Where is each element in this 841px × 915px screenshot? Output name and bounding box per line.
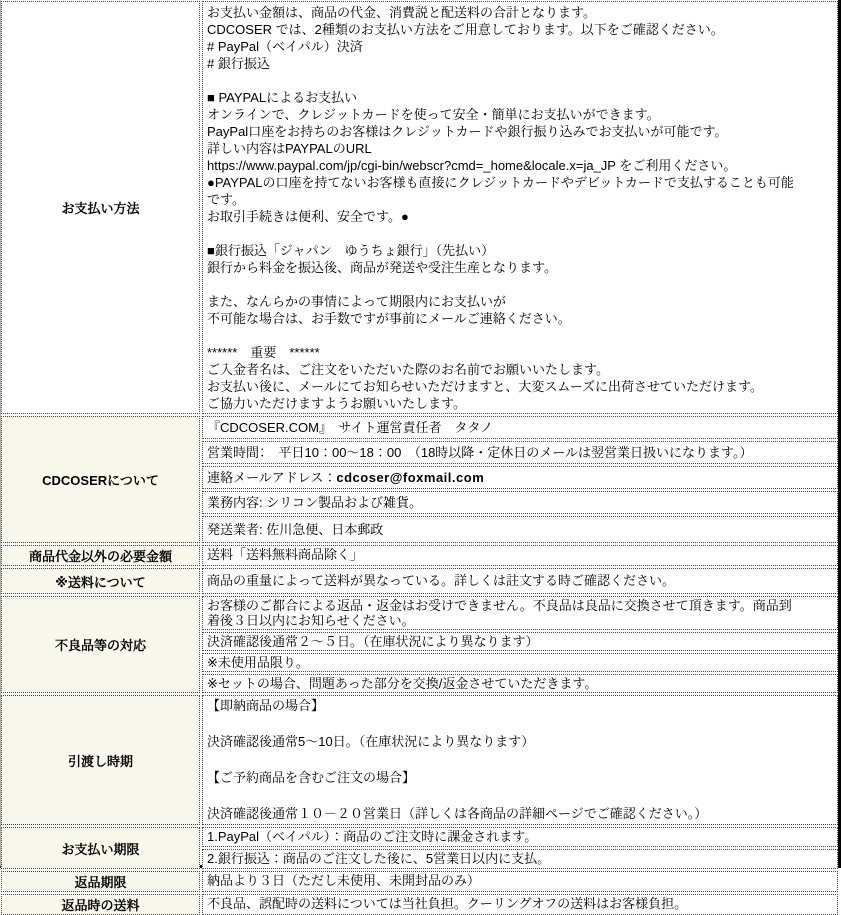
text-line <box>207 276 833 293</box>
table-row <box>1 1 838 414</box>
content-box <box>202 416 838 439</box>
text-line: ●PAYPALの口座を持てないお客様も直接にクレジットカードやデビットカードで支払することも可能 <box>207 175 794 190</box>
text-line <box>207 787 833 805</box>
text-line: 着後３日以内にお知らせください。 <box>207 613 415 628</box>
text-line <box>207 72 833 89</box>
content-box <box>202 894 838 915</box>
info-table <box>1 0 838 915</box>
text-line: オンラインで、クレジットカードを使って安全・簡単にお支払いができます。 <box>207 107 660 122</box>
text-line: ※セットの場合、問題あった部分を交換/返金させていただきます。 <box>207 676 598 691</box>
row-label: CDCOSERについて <box>1 416 200 543</box>
row-label: 返品時の送料 <box>1 894 200 915</box>
contact-email: cdcoser@foxmail.com <box>336 469 485 485</box>
text-line: 【ご予約商品を含むご注文の場合】 <box>207 770 416 785</box>
text-line: 不可能な場合は、お手数ですが事前にメールご連絡ください。 <box>207 311 571 326</box>
content-box <box>202 491 838 514</box>
text-line: 決済確認後通常２～５日。（在庫状況により異なります） <box>207 634 539 649</box>
text-line: 【即納商品の場合】 <box>207 698 325 713</box>
row-content <box>202 545 838 566</box>
text-line: 詳しい内容はPAYPALのURL <box>207 141 372 156</box>
content-box <box>202 596 838 630</box>
text-line: # PayPal（ベイパル）決済 <box>207 39 363 54</box>
text-line: 業務内容: シリコン製品および雑貨。 <box>207 494 422 510</box>
text-line: ****** 重要 ****** <box>207 345 320 360</box>
row-label: 引渡し時期 <box>1 695 200 825</box>
text-line: 決済確認後通常１０－２０営業日（詳しくは各商品の詳細ページでご確認ください。） <box>207 806 708 821</box>
row-content <box>202 695 838 825</box>
text-line: です。 <box>207 192 245 207</box>
content-box <box>202 653 838 672</box>
row-label: ※送料について <box>1 568 200 594</box>
table-row <box>1 568 838 594</box>
text-line: 営業時間： 平日10：00～18：00 （18時以降・定休日のメールは翌営業日扱いになります。） <box>207 444 753 460</box>
text-line: お支払い金額は、商品の代金、消費説と配送料の合計となります。 <box>207 5 596 20</box>
table-row <box>1 416 838 543</box>
content-box <box>202 466 838 489</box>
text-line: CDCOSER では、2種類のお支払い方法をご用意しております。以下をご確認ください。 <box>207 22 724 37</box>
text-line <box>207 225 833 242</box>
text-line: ご協力いただけますようお願いいたします。 <box>207 396 466 411</box>
content-box <box>202 516 838 543</box>
text-line: 発送業者: 佐川急便、日本郵政 <box>207 521 384 537</box>
row-content <box>202 1 838 414</box>
table-row <box>1 596 838 693</box>
text-line: 送料「送料無料商品除く」 <box>207 547 364 562</box>
text-line: ■ PAYPALによるお支払い <box>207 90 358 105</box>
text-line: PayPal口座をお持ちのお客様はクレジットカードや銀行振り込みでお支払いが可能です。 <box>207 124 728 139</box>
text-line: 2.銀行振込：商品のご注文した後に、5営業日以内に支払。 <box>207 851 551 866</box>
text-line: 1.PayPal（ベイパル）：商品のご注文時に課金されます。 <box>207 829 538 844</box>
row-content <box>202 871 838 892</box>
text-line: ご入金者名は、ご注文をいただいた際のお名前でお願いいたします。 <box>207 362 609 377</box>
content-box <box>202 674 838 693</box>
row-label: 返品期限 <box>1 871 200 892</box>
table-row <box>1 871 838 892</box>
table-row <box>1 545 838 566</box>
table-row <box>1 827 838 869</box>
text-line <box>207 715 833 733</box>
content-box <box>202 545 838 566</box>
text-line: ※未使用品限り。 <box>207 655 309 670</box>
contact-email-label: 連絡メールアドレス： <box>207 469 337 485</box>
row-content <box>202 894 838 915</box>
content-box <box>202 632 838 651</box>
text-line: 不良品、誤配時の送料については当社負担。クーリングオフの送料はお客様負担。 <box>207 896 688 911</box>
text-line: お支払い後に、メールにてお知らせいただけますと、大変スムーズに出荷させていただけます。 <box>207 379 764 394</box>
text-line: # 銀行振込 <box>207 56 270 71</box>
text-line <box>207 470 833 486</box>
text-line: 納品より３日（ただし未使用、未開封品のみ） <box>207 873 481 888</box>
text-line: お客様のご都合による返品・返金はお受けできません。不良品は良品に交換させて頂きます。商品到 <box>207 598 792 613</box>
text-line: 『CDCOSER.COM』 サイト運営責任者 タタノ <box>207 419 494 435</box>
content-box <box>202 441 838 464</box>
content-box <box>202 1 838 414</box>
row-label: 商品代金以外の必要金額 <box>1 545 200 566</box>
text-line: https://www.paypal.com/jp/cgi-bin/webscr?cmd=_home&locale.x=ja_JP をご利用ください。 <box>207 158 737 173</box>
text-line: 商品の重量によって送料が異なっている。詳しくは註文する時ご確認ください。 <box>207 573 676 588</box>
table-row <box>1 695 838 825</box>
text-line: お取引手続きは便利、安全です。● <box>207 209 409 224</box>
content-box <box>202 695 838 825</box>
text-line: また、なんらかの事情によって期限内にお支払いが <box>207 294 507 309</box>
content-box <box>202 871 838 892</box>
content-box <box>202 849 838 869</box>
text-line: 決済確認後通常5～10日。（在庫状況により異なります） <box>207 734 535 749</box>
content-box <box>202 568 838 594</box>
row-content <box>202 568 838 594</box>
table-row <box>1 894 838 915</box>
row-content <box>202 827 838 869</box>
row-content <box>202 596 838 693</box>
text-line <box>207 751 833 769</box>
content-box <box>202 827 838 847</box>
text-line: ■銀行振込「ジャパン ゆうちょ銀行」（先払い） <box>207 243 495 258</box>
row-label: お支払い期限 <box>1 827 200 869</box>
row-label: お支払い方法 <box>1 1 200 414</box>
row-label: 不良品等の対応 <box>1 596 200 693</box>
row-content <box>202 416 838 543</box>
text-line <box>207 327 833 344</box>
text-line: 銀行から料金を振込後、商品が発送や受注生産となります。 <box>207 260 557 275</box>
